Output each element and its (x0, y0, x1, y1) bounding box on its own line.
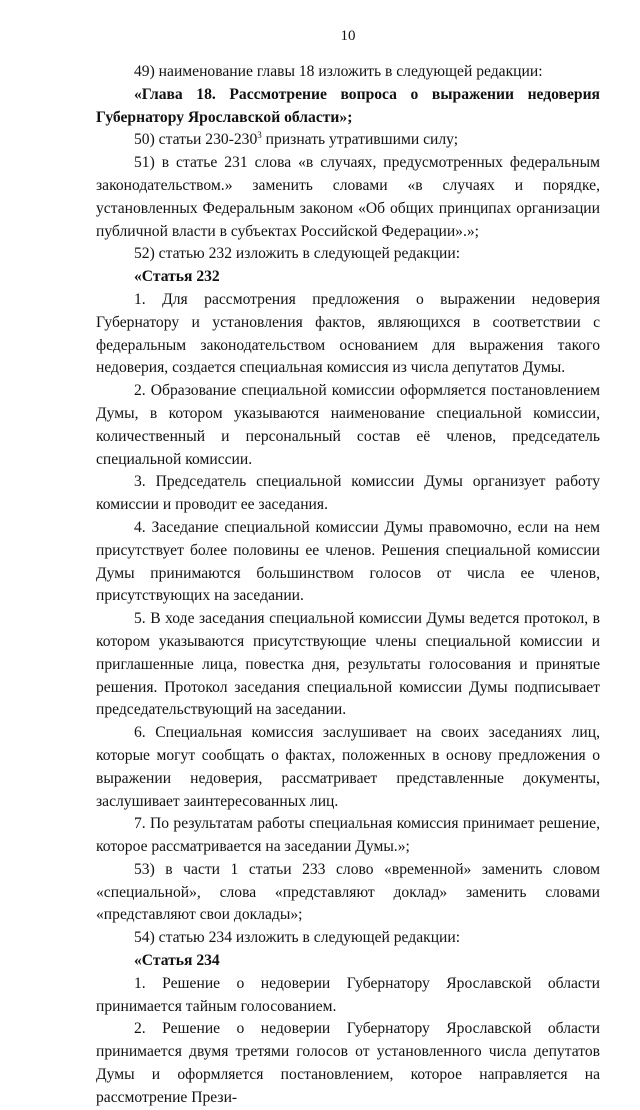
article-232-heading: «Статья 232 (134, 268, 220, 286)
chapter-18-heading: «Глава 18. Рассмотрение вопроса о выражении недоверия Губернатору Ярославской области»; (96, 85, 600, 126)
article-232-part-6: 6. Специальная комиссия заслушивает на своих заседаниях лиц, которые могут сообщать о фактах, положенных в основу предложения о выражении недоверия, рассматривает представленные документы, заслушивает заинтересованных лиц. (96, 724, 600, 810)
paragraph-49: 49) наименование главы 18 изложить в следующей редакции: (134, 63, 543, 80)
article-234-part-1: 1. Решение о недоверии Губернатору Ярославской области принимается тайным голосованием. (96, 974, 600, 1015)
article-232-part-7: 7. По результатам работы специальная комиссия принимает решение, которое рассматривается на заседании Думы.»; (96, 815, 600, 856)
paragraph-51: 51) в статье 231 слова «в случаях, предусмотренных федеральным законодательством.» заменить словами «в случаях и порядке, установленных Федеральным законом «Об общих принципах организации публичной власти в субъектах Российской Федерации».»; (96, 154, 600, 240)
article-232-part-1: 1. Для рассмотрения предложения о выражении недоверия Губернатору и установления фактов, являющихся в соответствии с федеральным законодательством основанием для выражения такого недоверия, создается специальная комиссия из числа депутатов Думы. (96, 290, 600, 377)
paragraph-54: 54) статью 234 изложить в следующей редакции: (134, 929, 461, 947)
article-232-part-2: 2. Образование специальной комиссии оформляется постановлением Думы, в котором указываются наименование специальной комиссии, количественный и персональный состав её членов, председатель специальной комиссии. (96, 382, 600, 468)
article-234-part-2: 2. Решение о недоверии Губернатору Ярославской области принимается двумя третями голосов от установленного числа депутатов Думы и оформляется постановлением, которое направляется на рассмотрение Прези- (96, 1020, 600, 1106)
paragraph-50-sup: 3 (257, 130, 262, 141)
article-234-heading: «Статья 234 (134, 952, 220, 970)
paragraph-50-pre: 50) статьи 230-230 (134, 131, 258, 149)
article-232-part-3: 3. Председатель специальной комиссии Думы организует работу комиссии и проводит ее заседания. (96, 473, 600, 514)
paragraph-52: 52) статью 232 изложить в следующей редакции: (134, 245, 461, 263)
article-232-part-4: 4. Заседание специальной комиссии Думы правомочно, если на нем присутствует более половины ее членов. Решения специальной комиссии Думы принимаются большинством голосов от числа ее членов, присутствующих на заседании. (96, 518, 600, 605)
page-number: 10 (340, 28, 356, 44)
paragraph-50 (96, 129, 600, 152)
paragraph-53: 53) в части 1 статьи 233 слово «временной» заменить словом «специальной», слова «представляют доклад» заменить словами «представляют свои доклады»; (96, 860, 600, 924)
paragraph-50-post: признать утратившими силу; (261, 131, 459, 149)
article-232-part-5: 5. В ходе заседания специальной комиссии Думы ведется протокол, в котором указываются присутствующие члены специальной комиссии и приглашенные лица, повестка дня, результаты голосования и принятые решения. Протокол заседания специальной комиссии Думы подписывает председательствующий на заседании. (96, 610, 600, 719)
